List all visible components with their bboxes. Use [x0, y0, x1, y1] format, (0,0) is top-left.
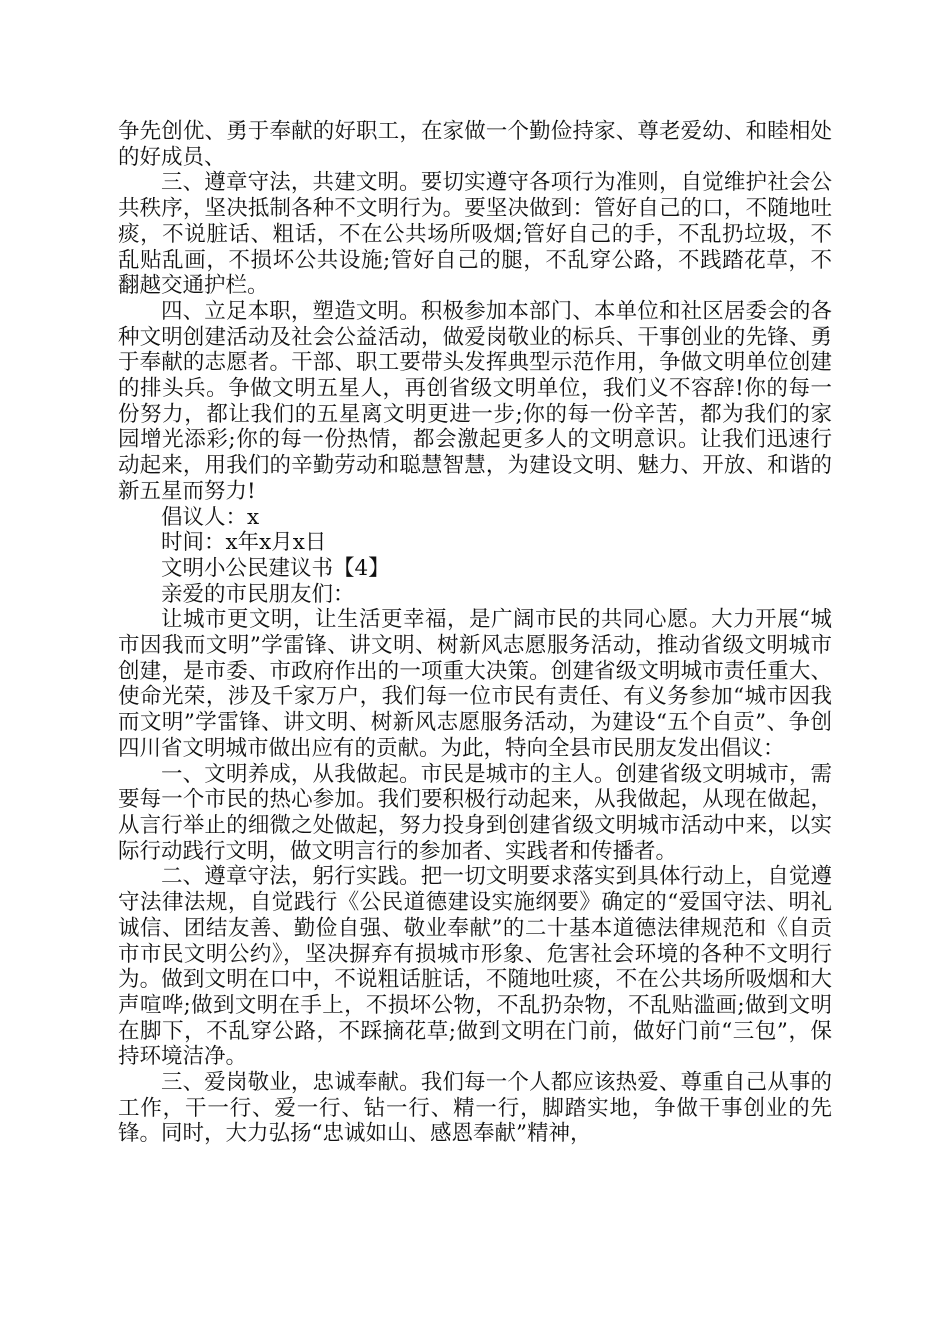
section-heading: 文明小公民建议书【4】: [161, 555, 390, 581]
paragraph-continuation: 争先创优、勇于奉献的好职工，在家做一个勤俭持家、尊老爱幼、和睦相处的好成员、: [118, 119, 832, 170]
paragraph-intro: 让城市更文明，让生活更幸福，是广阔市民的共同心愿。大力开展“城市因我而文明”学雷锋、讲文明、树新风志愿服务活动，推动省级文明城市创建，是市委、市政府作出的一项重大决策。创建省级文明城市责任重大、使命光荣，涉及千家万户，我们每一位市民有责任、有义务参加“城市因我而文明”学雷锋、讲文明、树新风志愿服务活动，为建设“五个自贡”、争创四川省文明城市做出应有的贡献。为此，特向全县市民朋友发出倡议：: [118, 607, 832, 761]
initiator-line: 倡议人：x: [161, 504, 260, 530]
document-body: [118, 119, 832, 1147]
paragraph-point-3: 三、爱岗敬业，忠诚奉献。我们每一个人都应该热爱、尊重自己从事的工作，干一行、爱一行、钻一行、精一行，脚踏实地，争做干事创业的先锋。同时，大力弘扬“忠诚如山、感恩奉献”精神，: [118, 1070, 832, 1147]
paragraph-section-3: 三、遵章守法，共建文明。要切实遵守各项行为准则，自觉维护社会公共秩序，坚决抵制各种不文明行为。要坚决做到：管好自己的口，不随地吐痰，不说脏话、粗话，不在公共场所吸烟;管好自己的手，不乱扔垃圾，不乱贴乱画，不损坏公共设施;管好自己的腿，不乱穿公路，不践踏花草，不翻越交通护栏。: [118, 170, 832, 299]
salutation: 亲爱的市民朋友们：: [161, 581, 355, 607]
date-line: 时间：x年x月x日: [161, 530, 327, 556]
paragraph-point-1: 一、文明养成，从我做起。市民是城市的主人。创建省级文明城市，需要每一个市民的热心参加。我们要积极行动起来，从我做起，从现在做起，从言行举止的细微之处做起，努力投身到创建省级文明城市活动中来，以实际行动践行文明，做文明言行的参加者、实践者和传播者。: [118, 761, 832, 864]
paragraph-section-4: 四、立足本职，塑造文明。积极参加本部门、本单位和社区居委会的各种文明创建活动及社会公益活动，做爱岗敬业的标兵、干事创业的先锋、勇于奉献的志愿者。干部、职工要带头发挥典型示范作用，争做文明单位创建的排头兵。争做文明五星人，再创省级文明单位，我们义不容辞!你的每一份努力，都让我们的五星离文明更进一步;你的每一份辛苦，都为我们的家园增光添彩;你的每一份热情，都会激起更多人的文明意识。让我们迅速行动起来，用我们的辛勤劳动和聪慧智慧，为建设文明、魅力、开放、和谐的新五星而努力!: [118, 298, 832, 504]
paragraph-point-2: 二、遵章守法，躬行实践。把一切文明要求落实到具体行动上，自觉遵守法律法规，自觉践行《公民道德建设实施纲要》确定的“爱国守法、明礼诚信、团结友善、勤俭自强、敬业奉献”的二十基本道德法律规范和《自贡市市民文明公约》，坚决摒弃有损城市形象、危害社会环境的各种不文明行为。做到文明在口中，不说粗话脏话，不随地吐痰，不在公共场所吸烟和大声喧哗;做到文明在手上，不损坏公物，不乱扔杂物，不乱贴滥画;做到文明在脚下，不乱穿公路，不踩摘花草;做到文明在门前，做好门前“三包”，保持环境洁净。: [118, 864, 832, 1070]
